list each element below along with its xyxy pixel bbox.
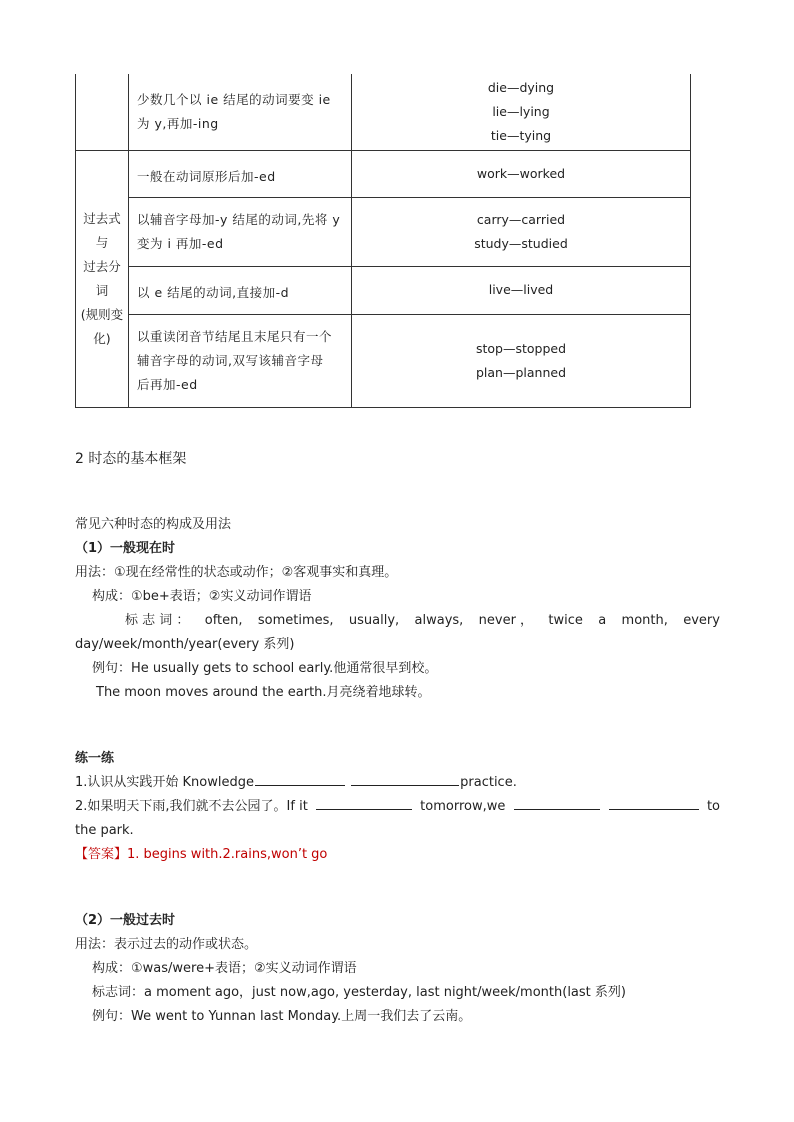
present-usage: 用法：①现在经常性的状态或动作；②客观事实和真理。: [75, 565, 398, 580]
answer-blank: [351, 771, 459, 786]
rule-cell: 以 e 结尾的动词,直接加-d: [129, 266, 352, 314]
past-signal: 标志词：a moment ago，just now,ago, yesterday, last night/week/month(last 系列): [92, 985, 626, 1000]
example-cell: stop—stopped plan—planned: [352, 314, 691, 407]
section-intro: 常见六种时态的构成及用法: [75, 517, 232, 532]
past-usage: 用法：表示过去的动作或状态。: [75, 937, 258, 952]
past-example: 例句：We went to Yunnan last Monday.上周一我们去了云南。: [92, 1009, 472, 1024]
present-signal-words: 标 志 词 ： often, sometimes, usually, always, never ， twice a month, every: [125, 613, 720, 628]
group-label-cell: 过去式 与 过去分 词 (规则变 化): [76, 150, 129, 407]
answer-blank: [609, 795, 699, 810]
table-row: [76, 74, 691, 150]
answer-blank: [255, 771, 345, 786]
table-row: [76, 266, 691, 314]
example-cell: die—dying lie—lying tie—tying: [352, 74, 691, 150]
example-cell: work—worked: [352, 150, 691, 197]
practice-title: 练一练: [75, 751, 115, 766]
section-heading: 2 时态的基本框架: [75, 451, 187, 467]
present-signal-cont: day/week/month/year(every 系列): [75, 637, 295, 652]
practice-q2-cont: the park.: [75, 823, 134, 838]
past-form: 构成：①was/were+表语；②实义动词作谓语: [92, 961, 357, 976]
table-row: [76, 314, 691, 407]
table-row: [76, 197, 691, 266]
rule-cell: 少数几个以 ie 结尾的动词要变 ie 为 y,再加-ing: [129, 74, 352, 150]
present-title: （1）一般现在时: [75, 541, 176, 556]
rule-cell: 一般在动词原形后加-ed: [129, 150, 352, 197]
rule-cell: 以辅音字母加-y 结尾的动词,先将 y 变为 i 再加-ed: [129, 197, 352, 266]
group-cell-empty: [76, 74, 129, 150]
example-cell: live—lived: [352, 266, 691, 314]
present-example-2: The moon moves around the earth.月亮绕着地球转。: [96, 685, 431, 700]
table-row: [76, 150, 691, 197]
example-cell: carry—carried study—studied: [352, 197, 691, 266]
answer-blank: [514, 795, 600, 810]
past-title: （2）一般过去时: [75, 913, 176, 928]
verb-rules-table: [75, 74, 691, 408]
present-example-1: 例句：He usually gets to school early.他通常很早到校。: [92, 661, 438, 676]
present-form: 构成：①be+表语；②实义动词作谓语: [92, 589, 312, 604]
practice-q2: 2.如果明天下雨,我们就不去公园了。If it tomorrow,we to: [75, 795, 720, 819]
answer-blank: [316, 795, 412, 810]
rule-cell: 以重读闭音节结尾且末尾只有一个 辅音字母的动词,双写该辅音字母 后再加-ed: [129, 314, 352, 407]
practice-answer: 【答案】1. begins with.2.rains,won’t go: [75, 847, 328, 862]
practice-q1: 1.认识从实践开始 Knowledge practice.: [75, 771, 720, 795]
